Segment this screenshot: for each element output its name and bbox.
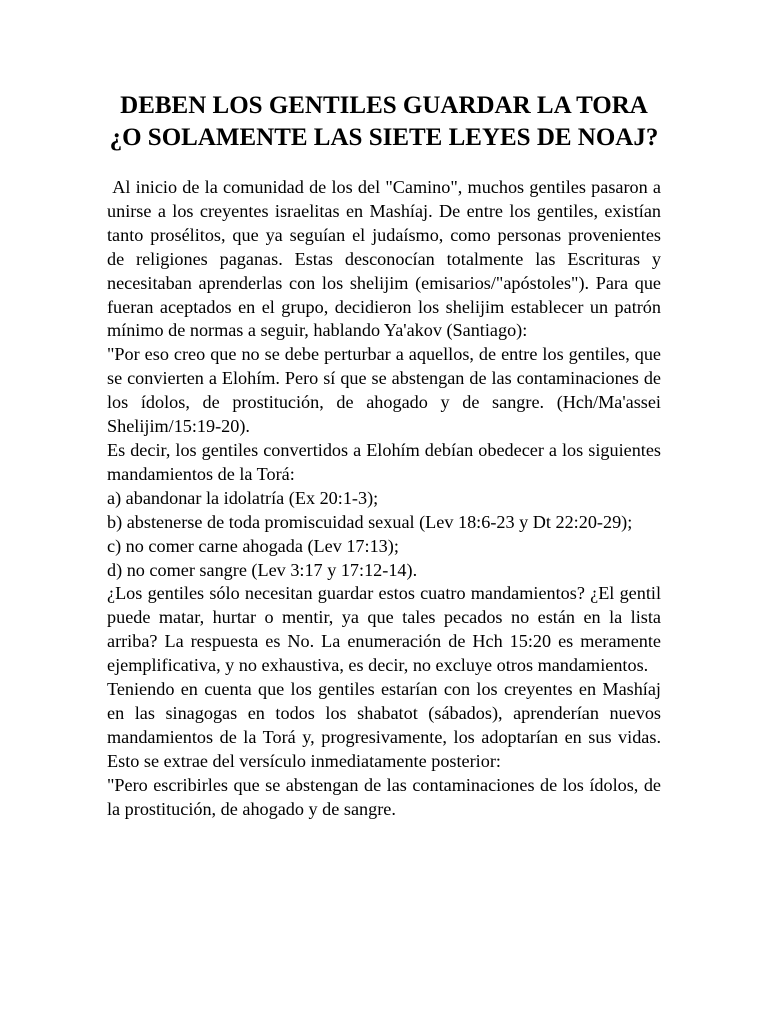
list-item-d: d) no comer sangre (Lev 3:17 y 17:12-14). bbox=[107, 559, 418, 580]
paragraph-es-decir: Es decir, los gentiles convertidos a Elohím debían obedecer a los siguientes mandamientos de la Torá: bbox=[107, 439, 661, 484]
paragraph-intro: Al inicio de la comunidad de los del "Camino", muchos gentiles pasaron a unirse a los creyentes israelitas en Mashíaj. De entre los gentiles, existían tanto prosélitos, que ya seguían el judaísmo, como personas provenientes de religiones paganas. Estas desconocían totalmente las Escrituras y necesitaban aprenderlas con los shelijim (emisarios/"apóstoles"). Para que fueran aceptados en el grupo, decidieron los shelijim establecer un patrón mínimo de normas a seguir, hablando Ya'akov (Santiago): bbox=[107, 177, 666, 341]
list-item-c: c) no comer carne ahogada (Lev 17:13); bbox=[107, 535, 399, 556]
paragraph-question: ¿Los gentiles sólo necesitan guardar estos cuatro mandamientos? ¿El gentil puede matar, hurtar o mentir, ya que tales pecados no están en la lista arriba? La respuesta es No. La enumeración de Hch 15:20 es meramente ejemplificativa, y no exhaustiva, es decir, no excluye otros mandamientos. bbox=[107, 583, 661, 676]
list-item-b: b) abstenerse de toda promiscuidad sexual (Lev 18:6-23 y Dt 22:20-29); bbox=[107, 511, 633, 532]
list-item-a: a) abandonar la idolatría (Ex 20:1-3); bbox=[107, 487, 379, 508]
document-title bbox=[107, 90, 661, 154]
title-line-1: DEBEN LOS GENTILES GUARDAR LA TORA bbox=[120, 92, 648, 119]
document-body bbox=[107, 176, 666, 821]
title-line-2: ¿O SOLAMENTE LAS SIETE LEYES DE NOAJ? bbox=[109, 124, 659, 151]
document-page bbox=[107, 90, 666, 821]
paragraph-quote-2: "Pero escribirles que se abstengan de las contaminaciones de los ídolos, de la prostitución, de ahogado y de sangre. bbox=[107, 774, 661, 819]
paragraph-teniendo: Teniendo en cuenta que los gentiles estarían con los creyentes en Mashíaj en las sinagogas en todos los shabatot (sábados), aprenderían nuevos mandamientos de la Torá y, progresivamente, los adoptarían en sus vidas. Esto se extrae del versículo inmediatamente posterior: bbox=[107, 679, 661, 771]
paragraph-quote: "Por eso creo que no se debe perturbar a aquellos, de entre los gentiles, que se convierten a Elohím. Pero sí que se abstengan de las contaminaciones de los ídolos, de prostitución, de ahogado y de sangre. (Hch/Ma'assei Shelijim/15:19-20). bbox=[107, 344, 661, 437]
